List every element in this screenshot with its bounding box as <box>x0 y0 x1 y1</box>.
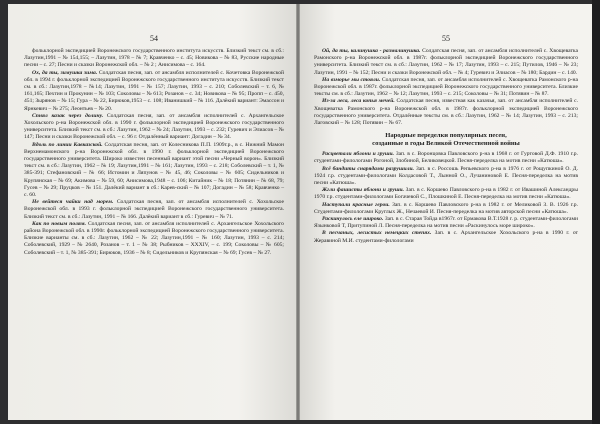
section-heading <box>314 132 578 148</box>
text-paragraph: Из-за леса, леса копья мечей. Солдатская песня, известная как казачья, зап. от ансамбля исполнителей с. Хвощеватка Рамонского р-на Воронежской обл. в 1987г. фольклорной экспедицией Воронежского государственного университета. Отдалённые тексты см. в сб.: Лазутин, 1962 – № 14; Лазутин, 1993 – с. 213; Лаговский – № 128; Потявин – № 67. <box>314 98 578 127</box>
text-paragraph: На взморье мы стояли. Солдатская песня, зап. от ансамбля исполнителей с. Хвощеватка Рамонского р-на Воронежской обл. в 1987г. фольклорной экспедицией Воронежского государственного университета. Близкие тексты см. в сб.: Лазутин, 1962 – № 12; Лазутин, 1993 – с. 215; Соколовы – № 31; Потявин – № 87. <box>314 76 578 98</box>
text-paragraph: Спнял казак через долину. Солдатская песня, зап. от ансамбля исполнителей с. Архангельское Хохольского р-на Воронежской обл. в 1990 г. фольклорной экспедицией Воронежского государственного университета. Близкий текст см. в сб.: Лазутин, 1962 – № 24; Лазутин, 1993 – с. 232; Гуревич и Элиасов – № 147; Песни и сказки Воронежской обл. – с. 96 г. Отдалённый вариант: Догадин – № 34. <box>24 112 284 141</box>
text-paragraph: Ох, да ты, зимушка зима. Солдатская песня, зап. от ансамбля исполнителей с. Кочетовка Воронежской обл. в 1994 г. фольклорной экспедицией Воронежского государственного института искусств. Близкий текст см. в сб.: Лазутин,1978 – №14; Лазутин, 1991 – № 157; Лазутин, 1993 – с. 210; Соболевский – т. 6, № 161,165; Пехтин и Прокунин – № 103; Соколовы – № 613; Розанов – с. 34; Новикова – № 95; Пропп – с. 450, 451; Зырянов – № 15; Гура – № 22, Бирюков,1953 – с. 108; Иванишкий – № 116. Далёкий вариант: Эмассон и Ярнкевич – № 275; Леонтьев – № 20. <box>24 69 284 112</box>
text-paragraph: Раскинулось еле широко. Зап. в с. Старая Тойда в1967г. от Ермакова В.Т.1928 г. р. студентами-филологами Язынковой Т, Притупиной Л. Песня-переделка на мотив песни «Раскинулось море широко». <box>314 216 579 230</box>
page-number: 54 <box>150 34 158 43</box>
right-page <box>300 4 592 420</box>
text-paragraph: Расцветали яблони и груши. Зап. в с. Воронцовка Павловского р-на в 1968 г. от Гуртовой Д.Ф. 1910 г.р. студентами-филологами Рогоной, Злобиной, Беликовецкой. Песня-переделка на мотив песни «Катюша». <box>314 151 578 165</box>
text-paragraph: Не вейтеся чайки над морем. Солдатская песня, зап. от ансамбля исполнителей с. Хохольское Воронежской обл. в 1993 г. фольклорной экспедицией Воронежского государственного университета. Близкий текст см. в сб.: Лазутин, 1991 – № 166. Далёкий вариант в сб.: Гуревич – № 71. <box>24 199 284 220</box>
text-paragraph: фольклорной экспедицией Воронежского государственного института искусств. Близкий текст см. в сб.: Лазутин,1991 – № 154,155; – Лазутин, 1978 – № 7; Кравченко – с. 45; Новикова – № 83, Русские народные песни – с. 27; Песни и сказки Воронежской обл. – № 2 ; Анисимова – с. 164. <box>24 48 284 69</box>
left-page <box>8 4 296 420</box>
text-paragraph: Ой, да ты, калинушка - размалинушка. Солдатская песня, зап. от ансамбля исполнителей с. Хвощеватка Рамонского р-на Воронежской обл. в 1987г. фольклорной экспедицией Воронежского государственного университета. Близкий текст см. в сб.: Лазутин, 1962 – № 17; Лазутин, 1993 – с. 215; Путилов, 1946 – № 23; Лазутин, 1991 – № 152; Песни и сказки Воронежской обл. – № 4; Гуревич и Элиасов – № 180; Бардин – с. 140. <box>314 48 578 76</box>
section-heading-line: Народные переделки популярных песен, <box>385 132 507 140</box>
text-paragraph: Всё бандиты снарядами разрушили. Зап. в с. Россошь Репьевского р-на в 1976 г. от Рощупкиной О. Д. 1924 г.р. студентами-филологами Колдасовой Т., Лынной О., Лучаниновой Е. Песня-переделка на мотив песни «Катюша». <box>314 165 578 187</box>
left-page-text <box>24 48 284 257</box>
text-paragraph: Как по новым полям. Солдатская песня, зап. от ансамбля исполнителей с. Архангельское Хохольского района Воронежской обл. в 1990г. фольклорной экспедицией Воронежского государственного университета. Близкие варианты см. в сб.: Лазутин, 1962 – № 22; Лазутин,1991 – № 160; Лазутин, 1993 – с. 214; Соболевский, 1929 – № 2640, Розанов – т. 1 – № 38; Рыбников – XXXIV, – с. 199; Соколовы – № 605; Соболевский – т. 1, № 385-391; Бирюков, 1936 – № 8; Сидельников и Крупянская – № 69; Гусев – № 27. <box>24 220 284 256</box>
text-paragraph: Жгли фашисты яблони и груши. Зап. в с. Коршево Павловского р-на в 1982 г. от Ивашиной Александры 1970 г.р. студентами-филологами Богачевой С., Плошкиной Е. Песня-переделка на мотив песни «Катюша». <box>314 187 578 201</box>
section-heading-line: созданные в годы Великой Отечественной войны <box>372 140 520 148</box>
text-paragraph: В песчаных, лесистых немецких степях. Зап. в с. Архангельское Хохольского р-на в 1990 г. от Жеравиной М.И. студентами-филологами <box>314 230 578 244</box>
text-paragraph: Вдоль по линии Кавказской. Солдатская песня, зап. от Колесникова П.П. 1909г.р., в с. Нижний Мамон Верхнемамонского р-на Воронежской обл. в 1990 г. фольклорной экспедицией Воронежского государственного университета. Широко известен песенный вариант этой песни «Черный ворон». Близкий текст см. в сб.: Лазутин, 1962 – № 19; Лазутин,1991 – № 161; Лазутин, 1993 – с. 218; Соболевский – т. 1, № 385-391; Стефановский – № 66; Истомин и Ляпунов – № 45, 46; Соколовы – № 605; Сидельников и Крупянская – № 69; Акимова – № 59, 60; Анисимова,1948 – с. 106; Китайник – № 18; Потянин – № 68, 79; Гусев – № 29; Пруцков – № 151. Далёкий вариант в сб.: Карев-ский – № 107; Догадин – № 58; Кравченко – с. 60. <box>24 141 284 199</box>
scan-edge <box>592 0 600 424</box>
right-page-text <box>314 48 578 245</box>
page-number: 55 <box>442 34 450 43</box>
text-paragraph: Наступали красные герои. Зап. в с. Коршево Павловского р-на в 1982 г. от Меликовой З. В. 1926 г.р. Студентами-филологами Круглых Ж., Нечаевой И. Песня-переделка на мотив авторской песни «Катюша». <box>314 201 578 215</box>
